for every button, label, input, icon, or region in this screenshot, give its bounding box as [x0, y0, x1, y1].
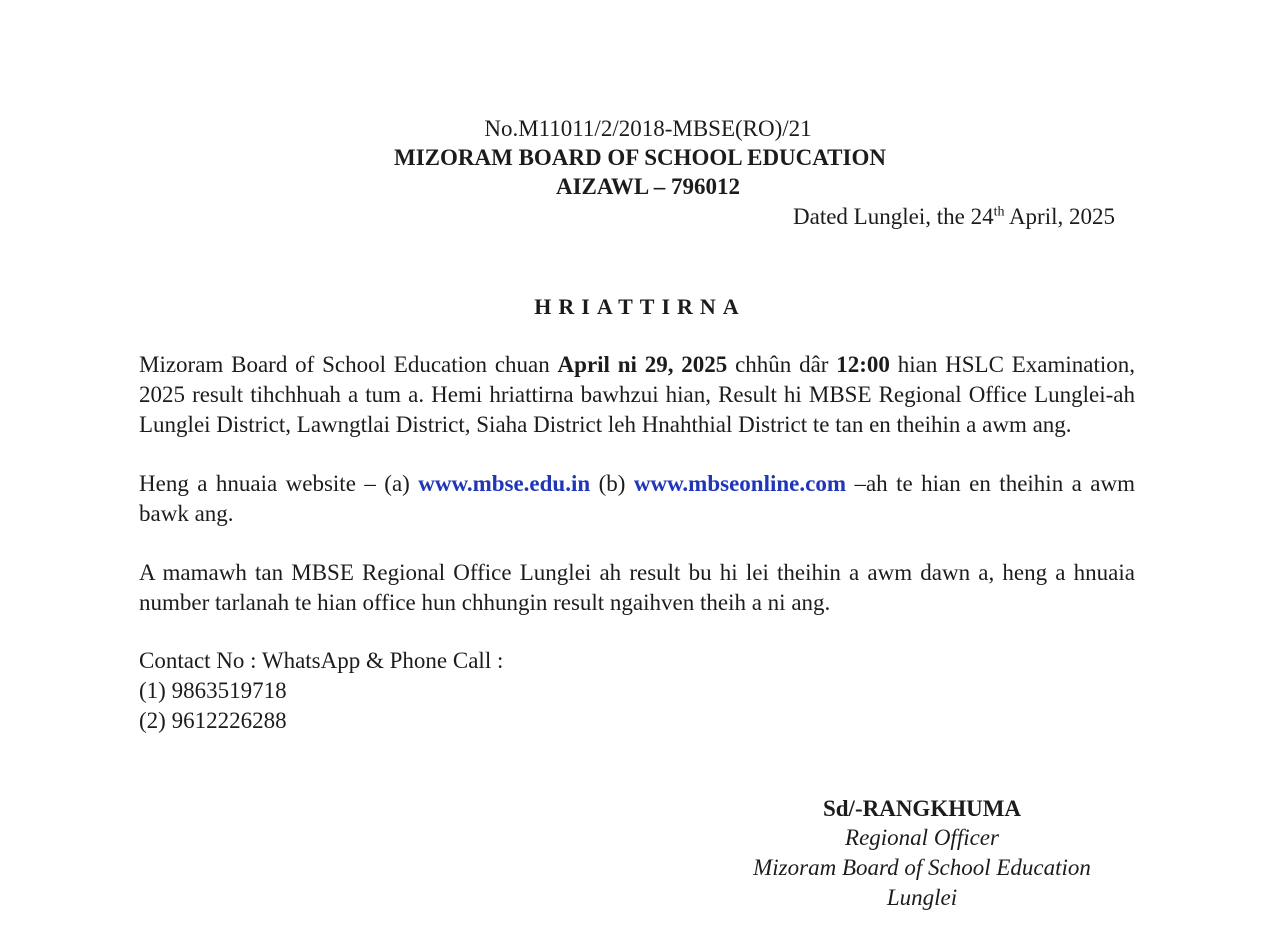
- para1-text-2: chhûn dâr: [727, 352, 837, 377]
- contact-heading: Contact No : WhatsApp & Phone Call :: [139, 648, 504, 673]
- para2-text-3: –ah te hian en theihin a awm bawk ang.: [139, 471, 1135, 526]
- contact-number-2: (2) 9612226288: [139, 708, 287, 733]
- dated-line: [793, 202, 1115, 232]
- paragraph-websites: [139, 469, 1135, 529]
- reference-number: No.M11011/2/2018-MBSE(RO)/21: [484, 116, 812, 141]
- contact-number-1: (1) 9863519718: [139, 678, 287, 703]
- dated-suffix: April, 2025: [1004, 204, 1115, 229]
- notice-title: HRIATTIRNA: [534, 294, 746, 319]
- signatory-title: Regional Officer: [845, 825, 999, 850]
- paragraph-result-book: A mamawh tan MBSE Regional Office Lunglei ah result bu hi lei theihin a awm dawn a, heng a hnuaia number tarlanah te hian office hun chhungin result ngaihven theih a ni ang.: [139, 560, 1135, 615]
- organization-name: MIZORAM BOARD OF SCHOOL EDUCATION: [394, 145, 886, 170]
- organization-address: AIZAWL – 796012: [555, 174, 741, 199]
- para1-text-3: hian HSLC Examination, 2025 result tihchhuah a tum a. Hemi hriattirna bawhzui hian, Result hi MBSE Regional Office Lunglei-ah Lunglei District, Lawngtlai District, Siaha District leh Hnahthial District te tan en theihin a awm ang.: [139, 352, 1136, 437]
- para1-text-1: Mizoram Board of School Education chuan: [139, 352, 558, 377]
- result-time: 12:00: [836, 352, 890, 377]
- website-link-mbseonline[interactable]: www.mbseonline.com: [633, 471, 846, 496]
- dated-prefix: Dated Lunglei, the 24: [793, 204, 994, 229]
- signatory-organization: Mizoram Board of School Education: [753, 855, 1091, 880]
- dated-ordinal-suffix: th: [993, 204, 1005, 220]
- signatory-place: Lunglei: [886, 885, 958, 910]
- result-date: April ni 29, 2025: [557, 352, 728, 377]
- contact-block: [139, 646, 1135, 736]
- para2-text-2: (b): [590, 471, 634, 496]
- paragraph-result-announcement: [139, 350, 1135, 440]
- para2-text-1: Heng a hnuaia website – (a): [139, 471, 419, 496]
- website-link-mbse-edu[interactable]: www.mbse.edu.in: [418, 471, 591, 496]
- signatory-name: Sd/-RANGKHUMA: [822, 796, 1022, 821]
